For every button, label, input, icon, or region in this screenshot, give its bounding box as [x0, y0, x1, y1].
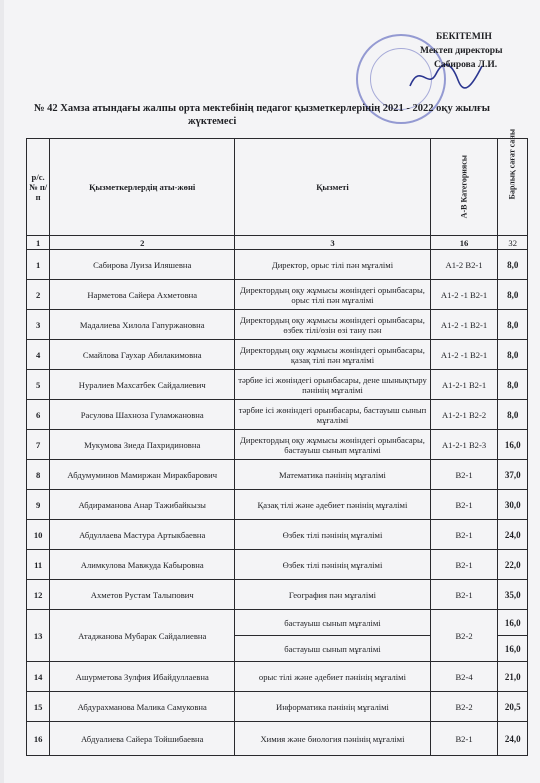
table-index-row: 1 2 3 16 32 — [27, 236, 528, 250]
document-title-line1: № 42 Хамза атындағы жалпы орта мектебінің педагог қызметкерлерінің 2021 - 2022 оқу жылғы — [34, 103, 491, 114]
table-row: 14 Ашурметова Зулфия Ибайдуллаевна орыс тілі және әдебиет пәнінің мұғалімі В2-4 21,0 — [27, 662, 528, 692]
approval-name: Сабирова Л.И. — [434, 60, 498, 70]
table-row: 6 Расулова Шахноза Гуламжановна тәрбие ісі жөніндегі орынбасары, бастауыш сынып мұғалімі А1-2-1 В2-2 8,0 — [27, 400, 528, 430]
table-row: 3 Мадалиева Хилола Гапуржановна Директордың оқу жұмысы жөніндегі орынбасары, өзбек тілі/өзін өзі тану пән А1-2 -1 В2-1 8,0 — [27, 310, 528, 340]
table-row: 12 Ахметов Рустам Талыпович География пән мұғалімі В2-1 35,0 — [27, 580, 528, 610]
approval-role: Мектеп директоры — [420, 46, 503, 56]
approval-block — [400, 30, 540, 72]
header-position: Қызметі — [235, 139, 431, 236]
table-row: 1 Сабирова Луиза Иляшевна Директор, орыс тілі пән мұғалімі А1-2 В2-1 8,0 — [27, 250, 528, 280]
table-row: 9 Абдираманова Анар Тажибайкызы Қазақ тілі және әдебиет пәнінің мұғалімі В2-1 30,0 — [27, 490, 528, 520]
approval-title: БЕКІТЕМІН — [436, 32, 492, 42]
table-row: 15 Абдурахманова Малика Самуковна Информатика пәнінің мұғалімі В2-2 20,5 — [27, 692, 528, 722]
header-num: р/с. № п/п — [27, 139, 50, 236]
header-hours: Барлық сағат саны — [498, 139, 528, 236]
document-title — [34, 102, 524, 128]
table-row: 13 Атаджанова Мубарак Сайдалиевна бастауыш сынып мұғалімі В2-2 16,0 — [27, 610, 528, 636]
table-row: 2 Нарметова Сайера Ахметовна Директордың оқу жұмысы жөніндегі орынбасары, орыс тілі пән мұғалімі А1-2 -1 В2-1 8,0 — [27, 280, 528, 310]
table-row: 10 Абдуллаева Мастура Артыкбаевна Өзбек тілі пәнінің мұғалімі В2-1 24,0 — [27, 520, 528, 550]
header-category: А-В Категориясы — [430, 139, 498, 236]
table-row: 7 Мукумова Зиеда Пахридиновна Директордың оқу жұмысы жөніндегі орынбасары, бастауыш сынып мұғалімі А1-2-1 В2-3 16,0 — [27, 430, 528, 460]
header-name: Қызметкерлердің аты-жөні — [50, 139, 235, 236]
table-row: бастауыш сынып мұғалімі 16,0 — [27, 636, 528, 662]
table-row: 16 Абдуалиева Сайера Тойшибаевна Химия және биология пәнінің мұғалімі В2-1 24,0 — [27, 722, 528, 756]
table-header-row — [27, 139, 528, 236]
table-row: 11 Алимкулова Мавжуда Кабыровна Өзбек тілі пәнінің мұғалімі В2-1 22,0 — [27, 550, 528, 580]
table-row: 8 Абдумуминов Мамиржан Миракбарович Математика пәнінің мұғалімі В2-1 37,0 — [27, 460, 528, 490]
staff-workload-table — [26, 128, 528, 756]
table-row: 4 Смайлова Гаухар Абилакимовна Директордың оқу жұмысы жөніндегі орынбасары, қазақ тілі пән мұғалімі А1-2 -1 В2-1 8,0 — [27, 340, 528, 370]
document-title-line2: жүктемесі — [188, 116, 237, 127]
table-row: 5 Нуралиев Махсатбек Сайдалиевич тәрбие ісі жөніндегі орынбасары, дене шынықтыру пәнінің мұғалімі А1-2-1 В2-1 8,0 — [27, 370, 528, 400]
